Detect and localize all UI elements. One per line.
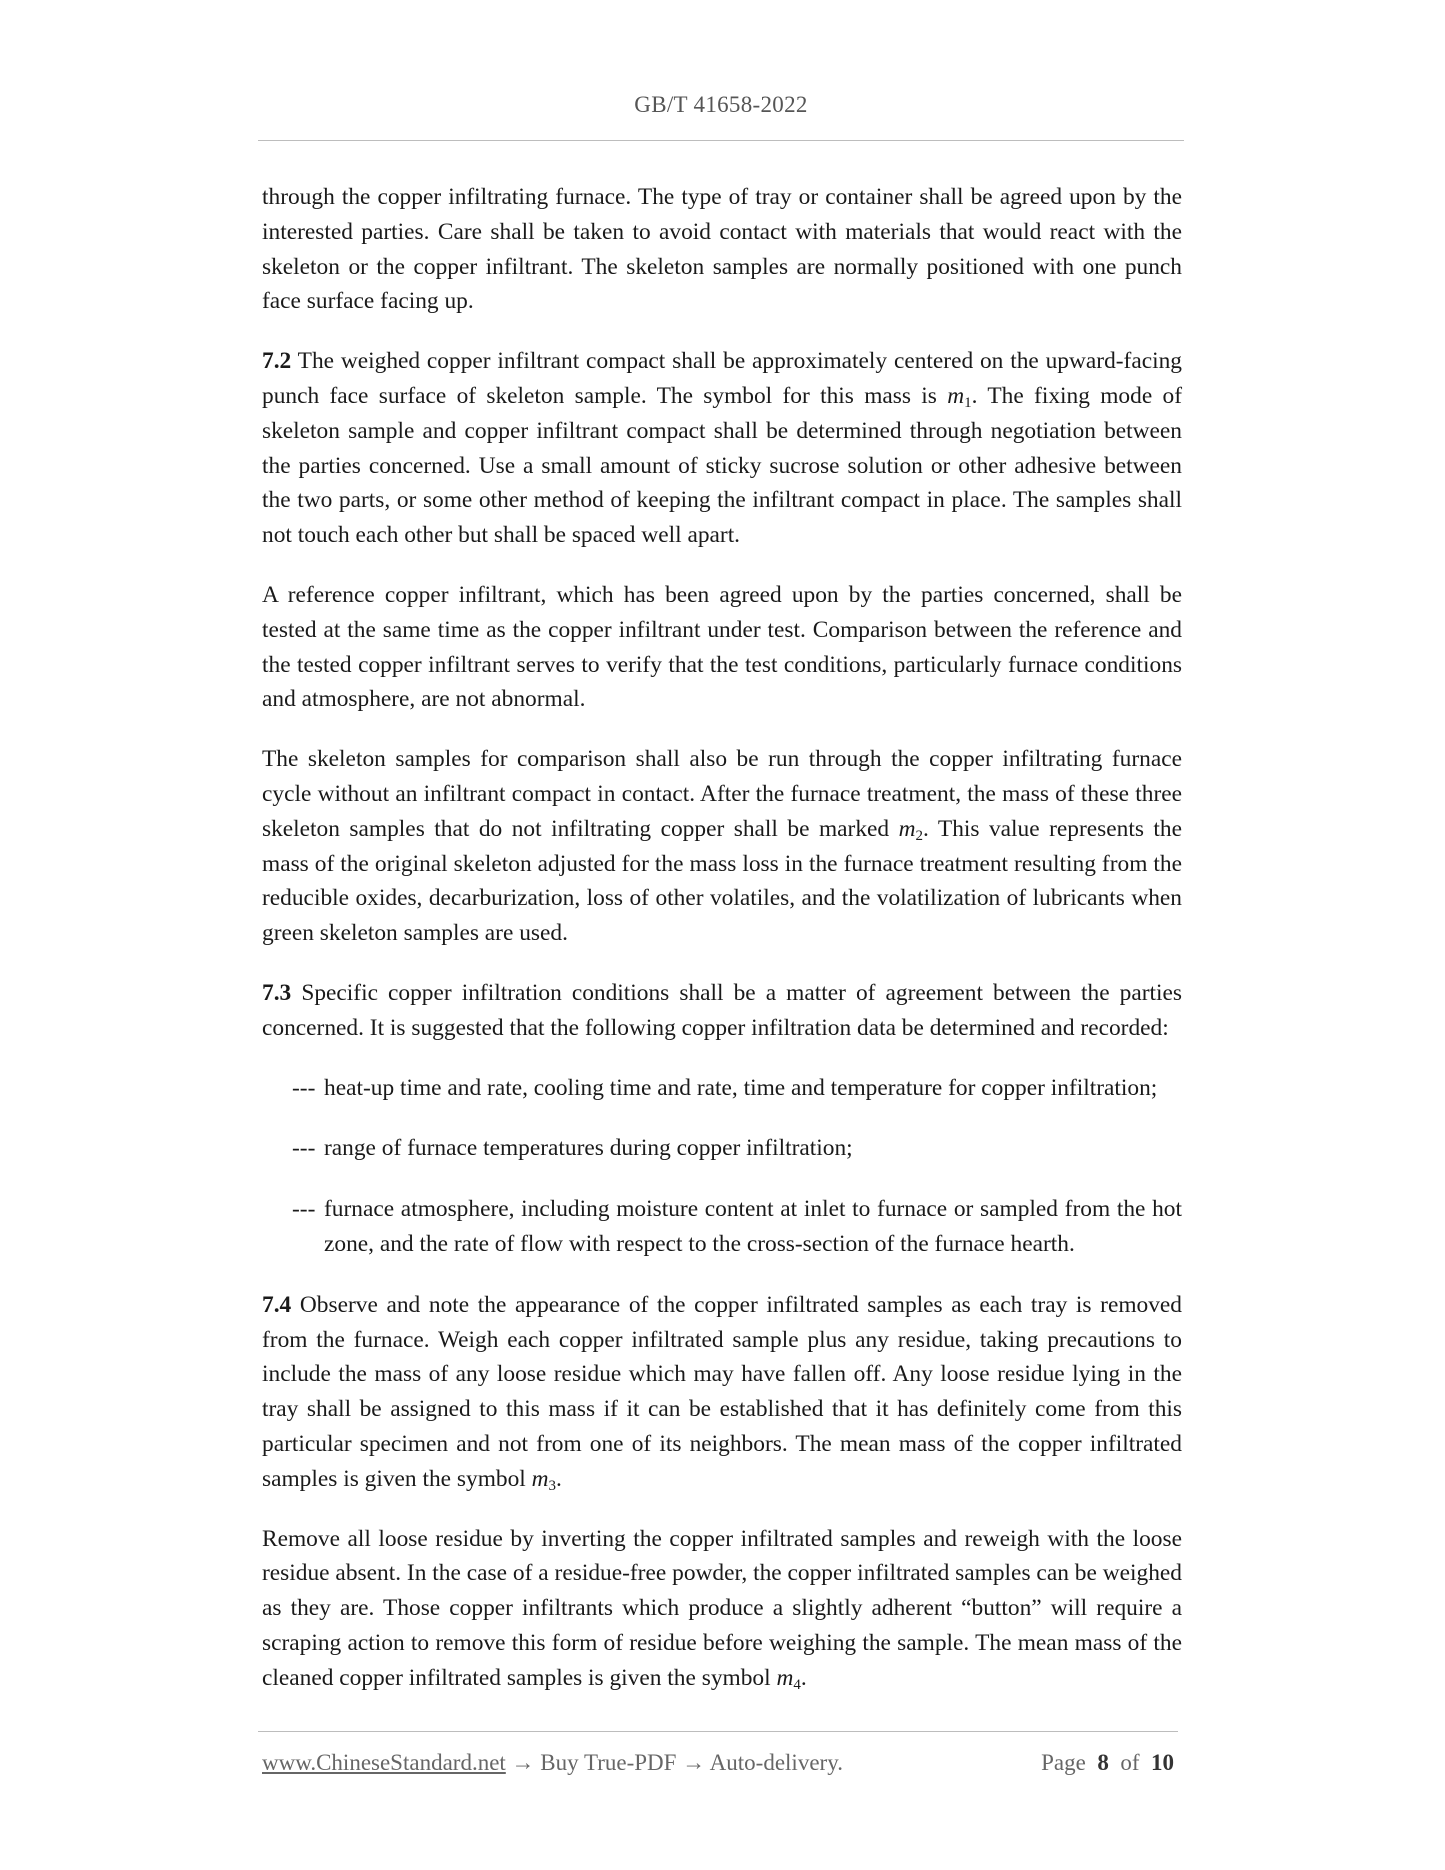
paragraph-residue-removal: Remove all loose residue by inverting the copper infiltrated samples and reweigh with the loose residue absent. In the case of a residue-free powder, the copper infiltrated samples can be weighed as they are. Those copper infiltrants which produce a slightly adherent “button” will require a scraping action to remove this form of residue before weighing the sample. The mean mass of the cleaned copper infiltrated samples is given the symbol $m_4$. (262, 1525, 1182, 1693)
paragraph-reference-infiltrant: A reference copper infiltrant, which has been agreed upon by the parties concerned, shall be tested at the same time as the copper infiltrant under test. Comparison between the reference and the tested copper infiltrant serves to verify that the test conditions, particularly furnace conditions and atmosphere, are not abnormal. (262, 581, 1182, 713)
clause-7-4: 7.4 Observe and note the appearance of the copper infiltrated samples as each tray is removed from the furnace. Weigh each copper infiltrated sample plus any residue, taking precautions to include the mass of any loose residue which may have fallen off. Any loose residue lying in the tray shall be assigned to this mass if it can be established that it has definitely come from this particular specimen and not from one of its neighbors. The mean mass of the copper infiltrated samples is given the symbol $m_3$. (262, 1291, 1182, 1494)
total-pages: 10 (1151, 1750, 1174, 1775)
clause-7-3: 7.3 Specific copper infiltration conditions shall be a matter of agreement between the parties concerned. It is suggested that the following copper infiltration data be determined and recorded: (262, 979, 1182, 1041)
header-divider (258, 140, 1184, 141)
symbol-m: m (898, 815, 916, 842)
clause-number: 7.3 (262, 979, 292, 1006)
page-footer (262, 1750, 1178, 1776)
page-number: Page 8 of 10 (1041, 1750, 1174, 1775)
arrow-right-icon: → (682, 1750, 706, 1775)
list-item: --- range of furnace temperatures during copper infiltration; (292, 1135, 853, 1162)
site-link[interactable]: www.ChineseStandard.net (262, 1750, 506, 1775)
clause-number: 7.4 (262, 1291, 292, 1318)
symbol-m: m (947, 382, 965, 409)
paragraph-comparison-samples: The skeleton samples for comparison shall also be run through the copper infiltrating furnace cycle without an infiltrant compact in contact. After the furnace treatment, the mass of these three skeleton samples that do not infiltrating copper shall be marked $m_2$. This value represents the mass of the original skeleton adjusted for the mass loss in the furnace treatment resulting from the reducible oxides, decarburization, loss of other volatiles, and the volatilization of lubricants when green skeleton samples are used. (262, 746, 1182, 947)
current-page: 8 (1097, 1750, 1109, 1775)
clause-7-2: 7.2 The weighed copper infiltrant compact shall be approximately centered on the upward-facing punch face surface of skeleton sample. The symbol for this mass is $m_1$. The fixing mode of skeleton sample and copper infiltrant compact shall be determined through negotiation between the parties concerned. Use a small amount of sticky sucrose solution or other adhesive between the two parts, or some other method of keeping the infiltrant compact in place. The samples shall not touch each other but shall be spaced well apart. (262, 348, 1182, 549)
list-item: --- furnace atmosphere, including moisture content at inlet to furnace or sampled from the hot zone, and the rate of flow with respect to the cross-section of the furnace hearth. (292, 1196, 1182, 1257)
footer-divider (258, 1731, 1178, 1732)
document-body (262, 180, 1182, 1720)
auto-delivery-text: Auto-delivery. (709, 1750, 843, 1775)
paragraph-continuation: through the copper infiltrating furnace. The type of tray or container shall be agreed upon by the interested parties. Care shall be taken to avoid contact with materials that would react with the skeleton or the copper infiltrant. The skeleton samples are normally positioned with one punch face surface facing up. (262, 184, 1182, 315)
buy-pdf-text: Buy True-PDF (540, 1750, 677, 1775)
symbol-m: m (531, 1465, 549, 1492)
arrow-right-icon: → (511, 1750, 535, 1775)
page-header: GB/T 41658-2022 (634, 92, 808, 117)
infiltration-data-list (262, 1071, 1182, 1262)
clause-number: 7.2 (262, 348, 292, 375)
list-item: --- heat-up time and rate, cooling time and rate, time and temperature for copper infiltration; (292, 1074, 1158, 1101)
symbol-m: m (776, 1664, 794, 1691)
